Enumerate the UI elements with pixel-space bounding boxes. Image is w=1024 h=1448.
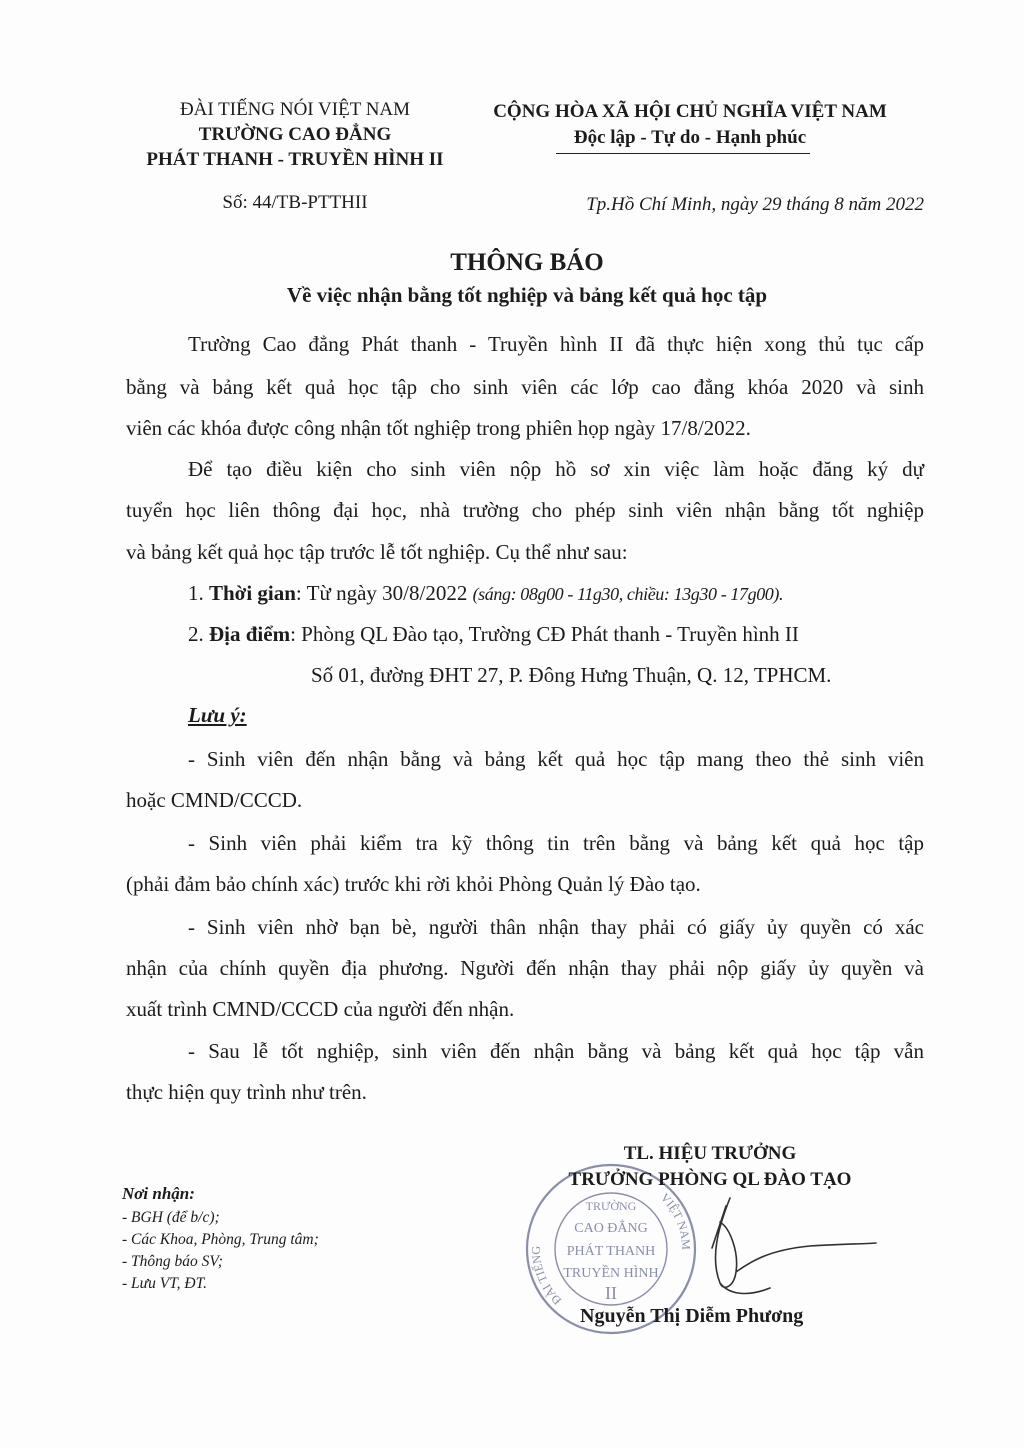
signer-name: Nguyễn Thị Diễm Phương [580,1305,804,1327]
notice-title: THÔNG BÁO [450,249,604,276]
note-title: Lưu ý: [188,703,247,727]
seal-text-line4: II [605,1283,617,1303]
para1-line3: viên các khóa được công nhận tốt nghiệp trong phiên họp ngày 17/8/2022. [126,416,751,440]
recipients-title: Nơi nhận: [122,1184,195,1203]
item-time-number: 1. [188,581,204,605]
item-location-number: 2. [188,622,204,646]
school-name-line1: TRƯỜNG CAO ĐẲNG [198,124,392,145]
para1-line2: bằng và bảng kết quả học tập cho sinh viên các lớp cao đẳng khóa 2020 và sinh [126,375,924,399]
national-motto: Độc lập - Tự do - Hạnh phúc [573,127,807,148]
item-time-detail: (sáng: 08g00 - 11g30, chiều: 13g30 - 17g00). [472,584,784,604]
signature-title-line1: TL. HIỆU TRƯỞNG [623,1143,797,1164]
note3-line2: nhận của chính quyền địa phương. Người đến nhận thay phải nộp giấy ủy quyền và [126,956,924,980]
seal-text-top: TRƯỜNG [585,1199,637,1213]
recipient-item: - Thông báo SV; [122,1253,223,1270]
signature-title-line2: TRƯỞNG PHÒNG QL ĐÀO TẠO [568,1169,852,1190]
school-name-line2: PHÁT THANH - TRUYỀN HÌNH II [146,149,444,170]
item-location-label: Địa điểm [209,622,291,646]
item-location-text: : Phòng QL Đào tạo, Trường CĐ Phát thanh - Truyền hình II [290,622,799,646]
recipient-item: - BGH (để b/c); [122,1209,220,1226]
item-time-text: : Từ ngày 30/8/2022 [295,581,473,605]
motto-underline [556,153,810,154]
note2-line1: - Sinh viên phải kiểm tra kỹ thông tin trên bằng và bảng kết quả học tập [188,831,924,855]
note3-line1: - Sinh viên nhờ bạn bè, người thân nhận thay phải có giấy ủy quyền có xác [188,915,924,939]
note2-line2: (phải đảm bảo chính xác) trước khi rời khỏi Phòng Quản lý Đào tạo. [126,872,701,896]
seal-text-line3: TRUYỀN HÌNH [563,1266,659,1281]
note4-line1: - Sau lễ tốt nghiệp, sinh viên đến nhận bằng và bảng kết quả học tập vẫn [188,1039,924,1063]
para1-line1: Trường Cao đẳng Phát thanh - Truyền hình II đã thực hiện xong thủ tục cấp [188,332,924,356]
document-number: Số: 44/TB-PTTHII [222,192,368,213]
item-time-label: Thời gian [209,581,296,605]
nation-title: CỘNG HÒA XÃ HỘI CHỦ NGHĨA VIỆT NAM [493,101,887,122]
item-location-address: Số 01, đường ĐHT 27, P. Đông Hưng Thuận, Q. 12, TPHCM. [311,663,832,687]
place-date: Tp.Hồ Chí Minh, ngày 29 tháng 8 năm 2022 [586,194,924,215]
item-time [188,579,783,608]
para2-line1: Để tạo điều kiện cho sinh viên nộp hồ sơ xin việc làm hoặc đăng ký dự [188,457,924,481]
seal-ring-text-right: VIỆT NAM [657,1190,694,1251]
note1-line1: - Sinh viên đến nhận bằng và bảng kết quả học tập mang theo thẻ sinh viên [188,747,924,771]
handwritten-signature [690,1188,880,1308]
note4-line2: thực hiện quy trình như trên. [126,1080,367,1104]
seal-text-line1: CAO ĐẲNG [574,1221,648,1236]
note1-line2: hoặc CMND/CCCD. [126,788,303,812]
para2-line2: tuyển học liên thông đại học, nhà trường cho phép sinh viên nhận bằng tốt nghiệp [126,498,924,522]
para2-line3: và bảng kết quả học tập trước lễ tốt nghiệp. Cụ thể như sau: [126,540,628,564]
item-location [188,620,799,648]
recipient-item: - Các Khoa, Phòng, Trung tâm; [122,1231,319,1248]
seal-text-line2: PHÁT THANH [566,1244,656,1259]
notice-subtitle: Về việc nhận bằng tốt nghiệp và bảng kết quả học tập [286,283,768,307]
agency-name: ĐÀI TIẾNG NÓI VIỆT NAM [179,99,411,120]
recipient-item: - Lưu VT, ĐT. [122,1275,207,1292]
note3-line3: xuất trình CMND/CCCD của người đến nhận. [126,997,515,1021]
seal-ring-text-left: ĐÀI TIẾNG [528,1245,565,1308]
